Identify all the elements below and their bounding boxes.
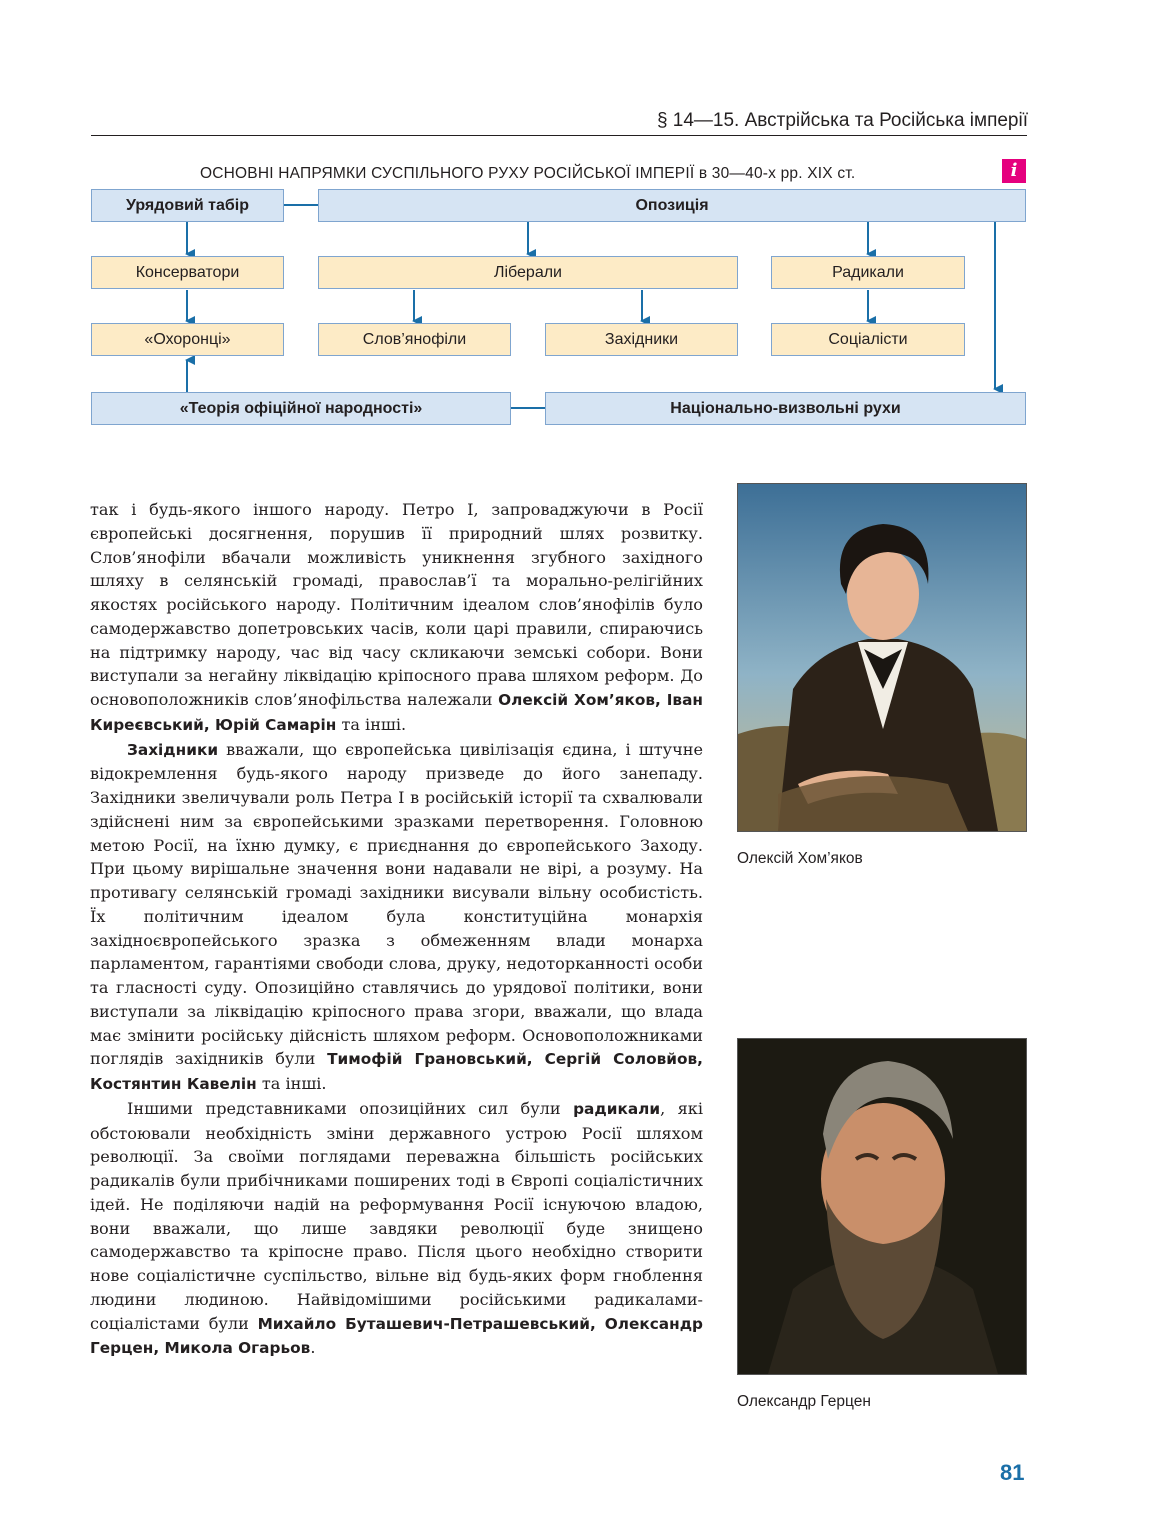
- box-radicals: Радикали: [771, 256, 965, 289]
- box-liberals: Ліберали: [318, 256, 738, 289]
- box-guardians: «Охоронці»: [91, 323, 284, 356]
- box-national-movements: Національно-визвольні рухи: [545, 392, 1026, 425]
- box-government-camp: Урядовий табір: [91, 189, 284, 222]
- term-westernizers: Західники: [127, 740, 219, 759]
- caption-khomyakov: Олексій Хом’яков: [737, 850, 863, 867]
- caption-herzen: Олександр Герцен: [737, 1393, 871, 1410]
- scheme-title: ОСНОВНІ НАПРЯМКИ СУСПІЛЬНОГО РУХУ РОСІЙСЬКОЇ ІМПЕРІЇ в 30—40-х рр. XIX ст.: [200, 165, 856, 182]
- term-radicals: радикали: [573, 1099, 661, 1118]
- portrait-khomyakov: [737, 483, 1027, 832]
- paragraph-slavophiles: так і будь-якого іншого народу. Петро І, запроваджуючи в Росії європейські досягнення, порушив її природний шлях розвитку. Слов’янофіли вбачали можливість уникнення згубного західного шляху в селянській громаді, православ’ї та морально-релігійних якостях російського народу. Політичним ідеалом слов’янофілів було самодержавство допетровських часів, коли царі правили, спираючись на підтримку народу, час від часу скликаючи земські собори. Вони виступали за негайну ліквідацію кріпосного права шляхом реформ. До основоположників слов’янофільства належали Олексій Хом’яков, Іван Киреєвський, Юрій Самарін та інші.: [90, 500, 703, 734]
- slavophile-names: Олексій Хом’яков, Іван Киреєвський, Юрій Самарін: [90, 691, 703, 734]
- westernizer-names: Тимофій Грановський, Сергій Соловйов, Костянтин Кавелін: [90, 1050, 703, 1093]
- radical-names: Михайло Буташевич-Петрашевський, Олександр Герцен, Микола Огарьов: [90, 1314, 703, 1358]
- paragraph-westernizers: Західники вважали, що європейська цивілізація єдина, і штучне відокремлення будь-якого народу призведе до його занепаду. Західники звеличували роль Петра І в російській історії та схвалювали здійснені ним за європейськими зразками перетворення. Головною метою Росії, на їхню думку, є приєднання до європейського Заходу. При цьому вирішальне значення вони надавали не вірі, а розуму. На противагу селянській громаді західники висували вільну особистість. Їх політичним ідеалом була конституційна монархія західноєвропейського зразка з обмеженням влади монарха парламентом, гарантіями свободи слова, друку, недоторканності особи та гласності суду. Опозиційно ставлячись до урядової політики, вони виступали за ліквідацію кріпосного права згори, вважали, що влада має змінити російську дійсність шляхом реформ. Основоположниками поглядів західників були Тимофій Грановський, Сергій Соловйов, Костянтин Кавелін та інші.: [90, 739, 703, 1093]
- paragraph-radicals: Іншими представниками опозиційних сил були радикали, які обстоювали необхідність зміни державного устрою Росії шляхом революції. За своїми поглядами переважна більшість російських радикалів були прибічниками поширених тоді в Європі соціалістичних ідей. Не поділяючи надій на реформування Росії існуючою владою, вони вважали, що лише завдяки революції буде знищено самодержавство та кріпосне право. Після цього необхідно створити нове соціалістичне суспільство, вільне від будь-яких форм гноблення людини людиною. Найвідомішими російськими радикалами-соціалістами були Михайло Буташевич-Петрашевський, Олександр Герцен, Микола Огарьов.: [90, 1098, 704, 1358]
- body-text: [90, 498, 703, 1361]
- box-opposition: Опозиція: [318, 189, 1026, 222]
- page-number: 81: [1000, 1460, 1025, 1485]
- box-official-nationality: «Теорія офіційної народності»: [91, 392, 511, 425]
- box-slavophiles: Слов’янофіли: [318, 323, 511, 356]
- info-icon: i: [1002, 159, 1026, 183]
- section-header: § 14—15. Австрійська та Російська імперії: [656, 110, 1028, 131]
- box-conservatives: Консерватори: [91, 256, 284, 289]
- box-westernizers: Західники: [545, 323, 738, 356]
- portrait-herzen: [737, 1038, 1027, 1375]
- box-socialists: Соціалісти: [771, 323, 965, 356]
